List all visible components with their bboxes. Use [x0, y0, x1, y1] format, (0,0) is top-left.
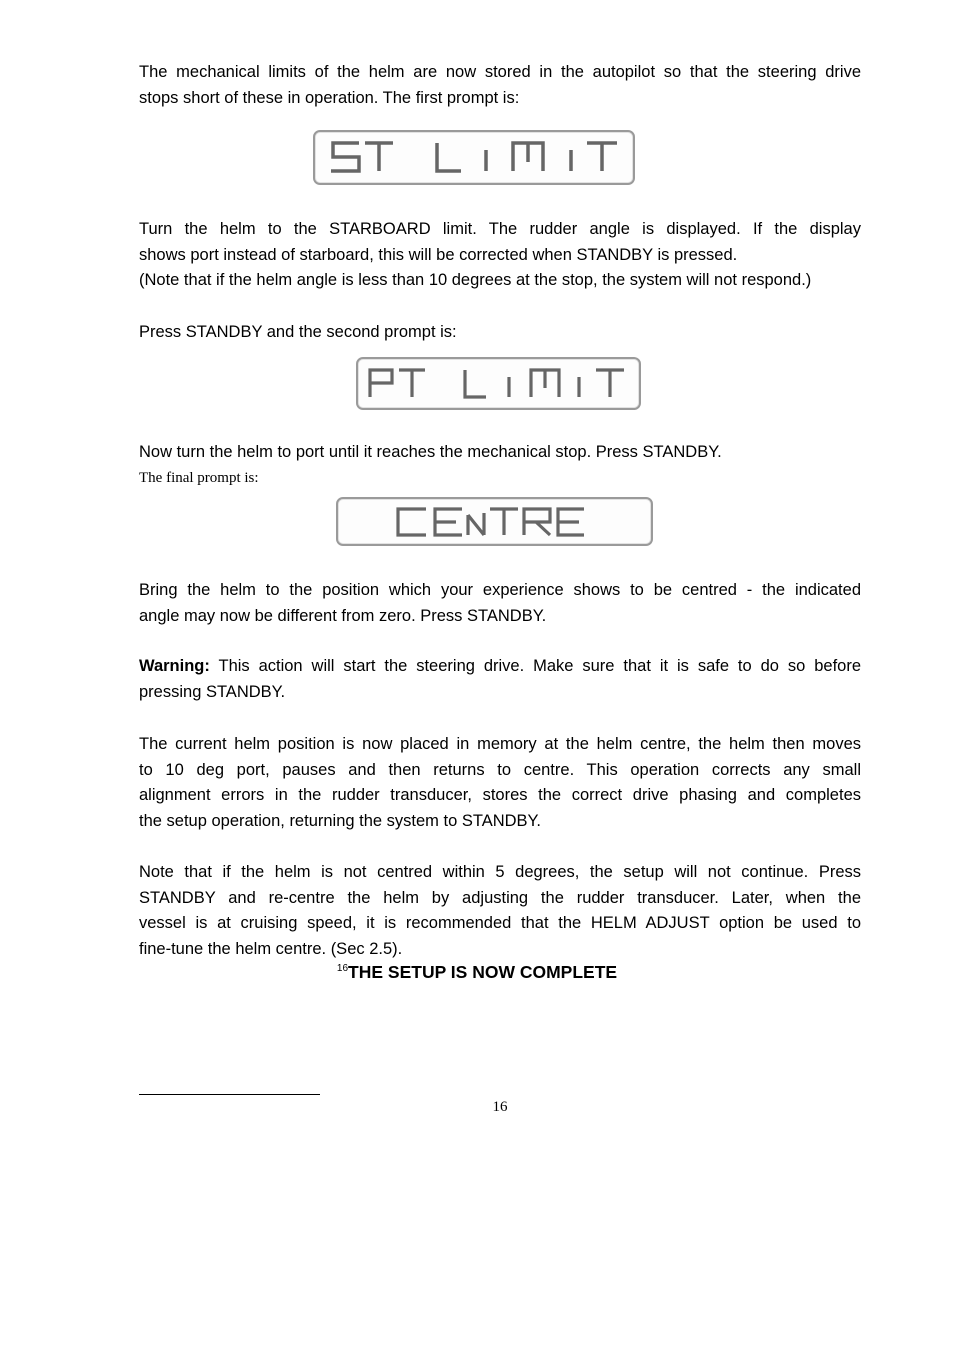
text-line: Turn the helm to the STARBOARD limit. The rudder angle is displayed. If the display	[139, 220, 861, 238]
text-line: (Note that if the helm angle is less than 10 degrees at the stop, the system will not respond.)	[139, 271, 812, 290]
text-line: angle may now be different from zero. Press STANDBY.	[139, 606, 547, 625]
text-line: pressing STANDBY.	[139, 682, 286, 701]
warning-paragraph	[139, 654, 861, 705]
final-prompt-label	[139, 467, 861, 489]
lcd-pt-limit-graphic	[358, 359, 639, 408]
text-line: vessel is at cruising speed, it is recommended that the HELM ADJUST option be used to	[139, 914, 861, 933]
text-line: STANDBY and re-centre the helm by adjusting the rudder transducer. Later, when the	[139, 888, 861, 907]
text-line: The current helm position is now placed in memory at the helm centre, the helm then moves	[139, 735, 861, 753]
text-line: The final prompt is:	[139, 470, 259, 486]
text-line: Now turn the helm to port until it reaches the mechanical stop. Press STANDBY.	[139, 443, 722, 461]
text-line: The mechanical limits of the helm are now stored in the autopilot so that the steering drive	[139, 63, 861, 81]
footnote-divider	[139, 1094, 320, 1095]
text-line	[139, 654, 861, 680]
page-number: 16	[492, 1099, 508, 1115]
second-prompt-paragraph	[139, 320, 861, 346]
intro-paragraph	[139, 60, 861, 111]
lcd-display-centre	[336, 497, 653, 546]
text-line: to 10 deg port, pauses and then returns to centre. This operation corrects any small	[139, 760, 861, 779]
text-line: stops short of these in operation. The first prompt is:	[139, 88, 520, 107]
port-paragraph	[139, 440, 861, 466]
warning-text: This action will start the steering drive. Make sure that it is safe to do so before	[209, 657, 861, 675]
setup-complete-heading	[0, 962, 954, 983]
centre-paragraph	[139, 578, 861, 629]
memory-paragraph	[139, 732, 861, 835]
text-line: fine-tune the helm centre. (Sec 2.5).	[139, 940, 403, 959]
starboard-paragraph	[139, 217, 861, 294]
text-line: shows port instead of starboard, this will be corrected when STANDBY is pressed.	[139, 245, 738, 264]
text-line: alignment errors in the rudder transducer, stores the correct drive phasing and completes	[139, 786, 861, 805]
footnote-marker[interactable]: 16	[336, 963, 349, 974]
heading-text: THE SETUP IS NOW COMPLETE	[348, 962, 618, 982]
text-line: the setup operation, returning the system to STANDBY.	[139, 812, 542, 831]
lcd-display-st-limit	[313, 130, 635, 185]
lcd-display-pt-limit	[356, 357, 641, 410]
text-line: Note that if the helm is not centred within 5 degrees, the setup will not continue. Press	[139, 863, 861, 881]
lcd-centre-graphic	[338, 499, 651, 544]
text-line: Press STANDBY and the second prompt is:	[139, 323, 457, 341]
warning-label: Warning:	[139, 657, 210, 675]
note-paragraph	[139, 860, 861, 963]
lcd-st-limit-graphic	[315, 132, 633, 183]
text-line: Bring the helm to the position which your experience shows to be centred - the indicated	[139, 581, 861, 599]
